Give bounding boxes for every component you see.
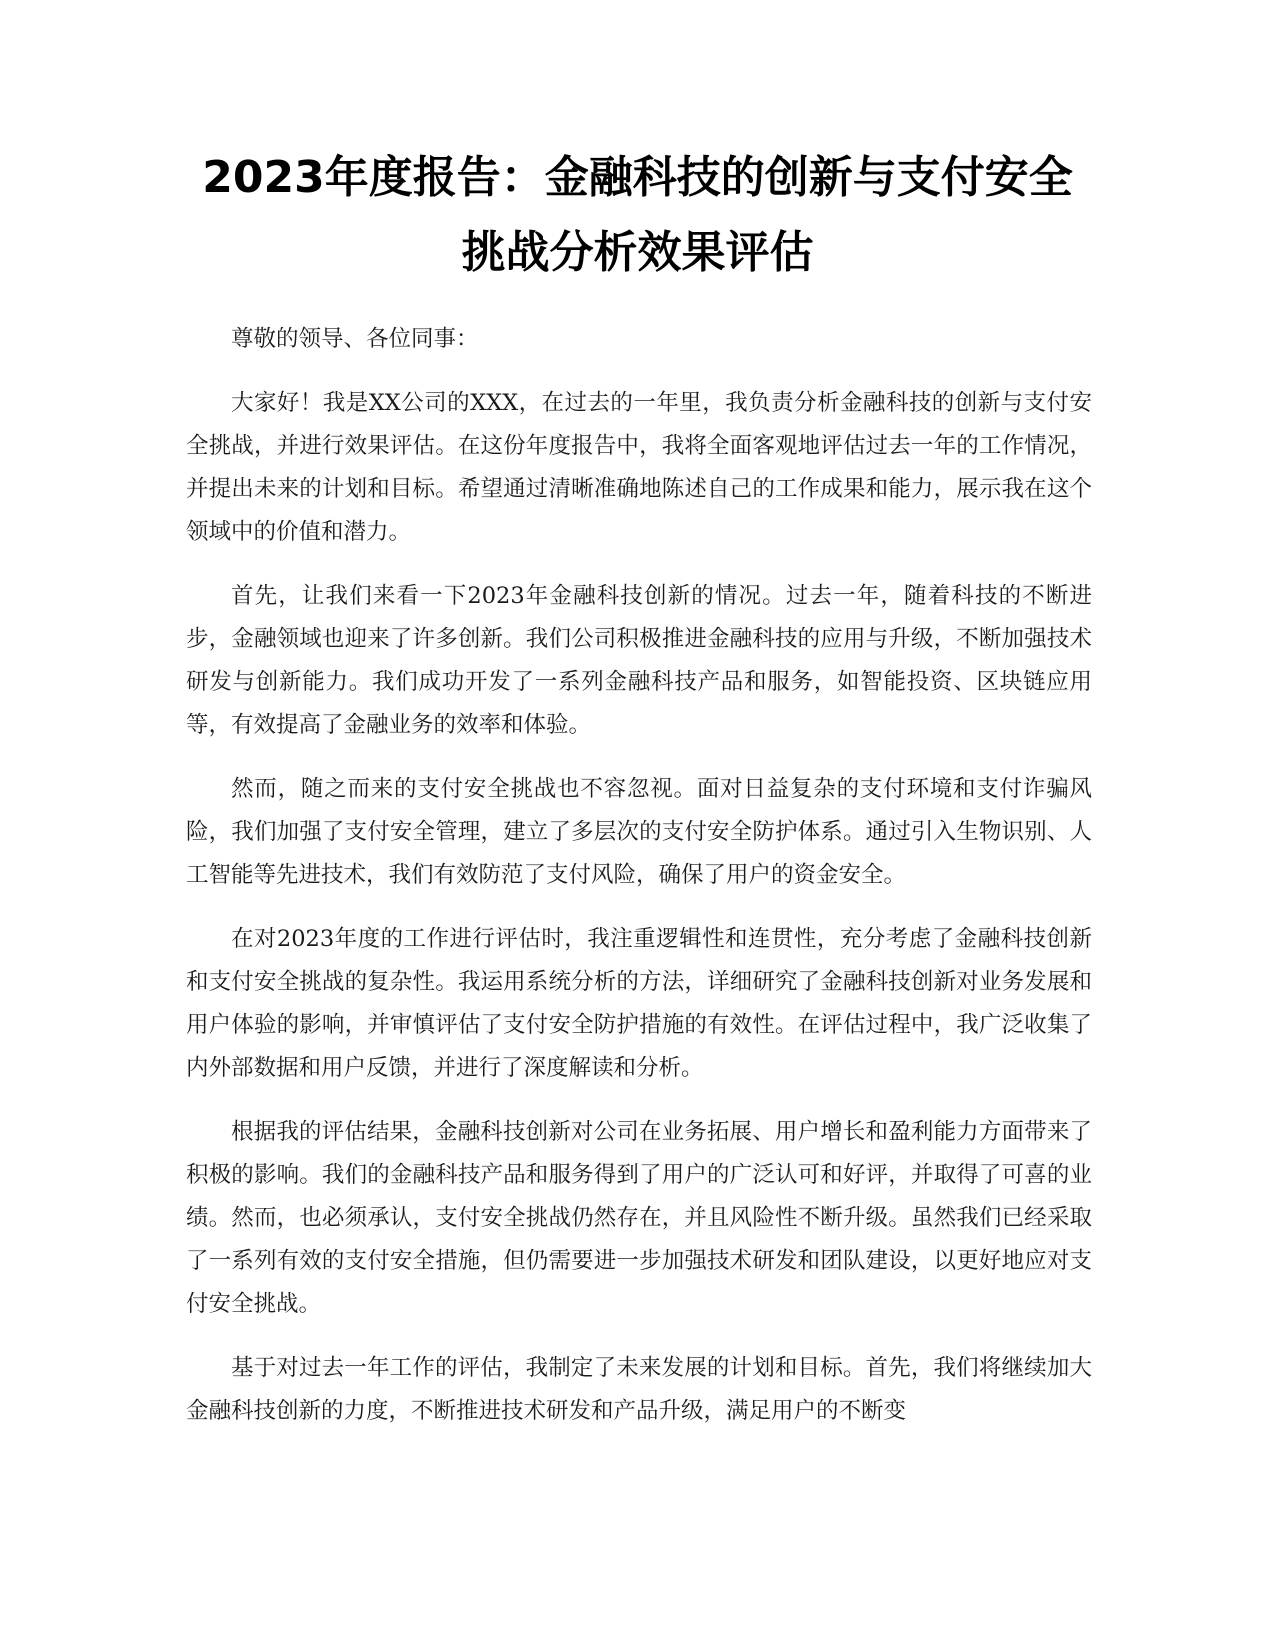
title-line-1: 2023年度报告：金融科技的创新与支付安全: [202, 152, 1073, 203]
document-body: [186, 318, 1092, 1454]
document-title: [150, 140, 1125, 290]
title-line-2: 挑战分析效果评估: [461, 227, 814, 278]
greeting: 尊敬的领导、各位同事：: [231, 326, 479, 352]
paragraph-evaluation-method: 在对2023年度的工作进行评估时，我注重逻辑性和连贯性，充分考虑了金融科技创新和支付安全挑战的复杂性。我运用系统分析的方法，详细研究了金融科技创新对业务发展和用户体验的影响，并审慎评估了支付安全防护措施的有效性。在评估过程中，我广泛收集了内外部数据和用户反馈，并进行了深度解读和分析。: [186, 926, 1092, 1081]
paragraph-future-plans: 基于对过去一年工作的评估，我制定了未来发展的计划和目标。首先，我们将继续加大金融科技创新的力度，不断推进技术研发和产品升级，满足用户的不断变: [186, 1355, 1092, 1424]
paragraph-fintech-innovation: 首先，让我们来看一下2023年金融科技创新的情况。过去一年，随着科技的不断进步，金融领域也迎来了许多创新。我们公司积极推进金融科技的应用与升级，不断加强技术研发与创新能力。我们成功开发了一系列金融科技产品和服务，如智能投资、区块链应用等，有效提高了金融业务的效率和体验。: [186, 583, 1092, 738]
paragraph-evaluation-results: 根据我的评估结果，金融科技创新对公司在业务拓展、用户增长和盈利能力方面带来了积极的影响。我们的金融科技产品和服务得到了用户的广泛认可和好评，并取得了可喜的业绩。然而，也必须承认，支付安全挑战仍然存在，并且风险性不断升级。虽然我们已经采取了一系列有效的支付安全措施，但仍需要进一步加强技术研发和团队建设，以更好地应对支付安全挑战。: [186, 1119, 1092, 1317]
paragraph-payment-security: 然而，随之而来的支付安全挑战也不容忽视。面对日益复杂的支付环境和支付诈骗风险，我们加强了支付安全管理，建立了多层次的支付安全防护体系。通过引入生物识别、人工智能等先进技术，我们有效防范了支付风险，确保了用户的资金安全。: [186, 776, 1092, 888]
paragraph-introduction: 大家好！我是XX公司的XXX，在过去的一年里，我负责分析金融科技的创新与支付安全挑战，并进行效果评估。在这份年度报告中，我将全面客观地评估过去一年的工作情况，并提出未来的计划和目标。希望通过清晰准确地陈述自己的工作成果和能力，展示我在这个领域中的价值和潜力。: [186, 390, 1092, 545]
